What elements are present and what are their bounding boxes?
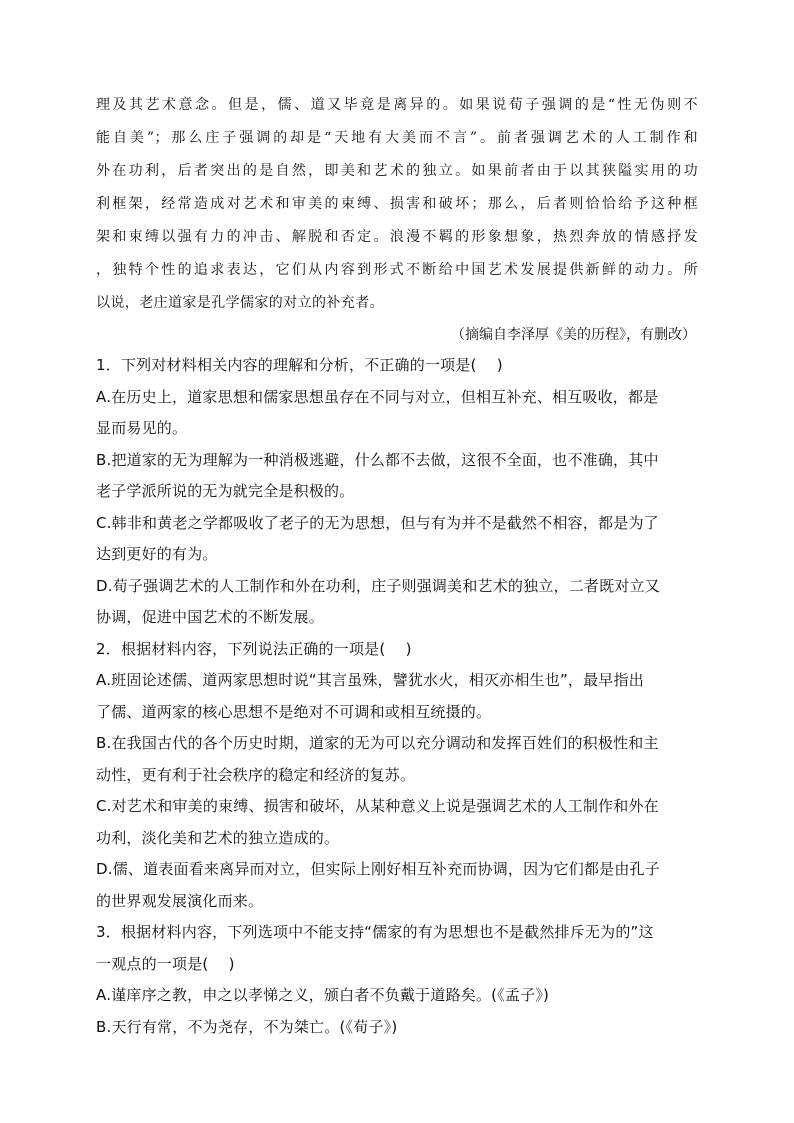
option-c[interactable] bbox=[96, 508, 698, 571]
question-2 bbox=[96, 634, 698, 918]
option-d[interactable] bbox=[96, 571, 698, 634]
option-line: C.对艺术和审美的束缚、损害和破坏，从某种意义上说是强调艺术的人工制作和外在 bbox=[96, 797, 659, 815]
option-b[interactable] bbox=[96, 1012, 698, 1044]
passage-line: 架和束缚以强有力的冲击、解脱和否定。浪漫不羁的形象想象，热烈奔放的情感抒发 bbox=[96, 229, 698, 245]
option-line: 协调，促进中国艺术的不断发展。 bbox=[96, 608, 325, 626]
option-b[interactable] bbox=[96, 445, 698, 508]
question-stem: 3．根据材料内容，下列选项中不能支持“儒家的有为思想也不是截然排斥无为的”这 bbox=[96, 923, 654, 941]
option-line: 显而易见的。 bbox=[96, 419, 188, 437]
option-a[interactable] bbox=[96, 382, 698, 445]
question-stem: 一观点的一项是( ) bbox=[96, 954, 235, 973]
option-line: C.韩非和黄老之学都吸收了老子的无为思想，但与有为并不是截然不相容，都是为了 bbox=[96, 513, 659, 532]
question-stem: 1．下列对材料相关内容的理解和分析，不正确的一项是( ) bbox=[96, 356, 503, 374]
passage-line: 外在功利，后者突出的是自然，即美和艺术的独立。如果前者由于以其狭隘实用的功 bbox=[96, 163, 698, 179]
option-line: A.谨庠序之教，申之以孝悌之义，颁白者不负戴于道路矣。(《孟子》) bbox=[96, 986, 550, 1004]
option-line: B.在我国古代的各个历史时期，道家的无为可以充分调动和发挥百姓们的积极性和主 bbox=[96, 734, 659, 752]
option-line: B.把道家的无为理解为一种消极逃避，什么都不去做，这很不全面，也不准确，其中 bbox=[96, 450, 659, 469]
question-1 bbox=[96, 350, 698, 634]
option-line: 动性，更有利于社会秩序的稳定和经济的复苏。 bbox=[96, 765, 416, 784]
option-line: 老子学派所说的无为就完全是积极的。 bbox=[96, 482, 355, 500]
passage-line: ，独特个性的追求表达，它们从内容到形式不断给中国艺术发展提供新鲜的动力。所 bbox=[96, 262, 698, 278]
option-line: D.荀子强调艺术的人工制作和外在功利，庄子则强调美和艺术的独立，二者既对立又 bbox=[96, 576, 660, 595]
passage-line: 能自美”；那么庄子强调的却是“天地有大美而不言”。前者强调艺术的人工制作和 bbox=[96, 130, 698, 146]
option-line: 功利，淡化美和艺术的独立造成的。 bbox=[96, 828, 340, 847]
option-line: B.天行有常，不为尧存，不为桀亡。(《荀子》) bbox=[96, 1017, 398, 1036]
question-3 bbox=[96, 917, 698, 1043]
option-c[interactable] bbox=[96, 791, 698, 854]
option-d[interactable] bbox=[96, 854, 698, 917]
option-a[interactable] bbox=[96, 980, 698, 1012]
passage-line: 理及其艺术意念。但是，儒、道又毕竟是离异的。如果说荀子强调的是“性无伪则不 bbox=[96, 97, 698, 113]
passage-line: 利框架，经常造成对艺术和审美的束缚、损害和破坏；那么，后者则恰恰给予这种框 bbox=[96, 196, 698, 212]
option-line: A.在历史上，道家思想和儒家思想虽存在不同与对立，但相互补充、相互吸收，都是 bbox=[96, 387, 659, 406]
question-stem: 2．根据材料内容，下列说法正确的一项是( ) bbox=[96, 639, 412, 658]
option-line: A.班固论述儒、道两家思想时说“其言虽殊，譬犹水火，相灭亦相生也”，最早指出 bbox=[96, 671, 644, 689]
option-line: 的世界观发展演化而来。 bbox=[96, 891, 264, 910]
option-line: 达到更好的有为。 bbox=[96, 545, 218, 563]
option-a[interactable] bbox=[96, 665, 698, 728]
option-line: 了儒、道两家的核心思想不是绝对不可调和或相互统摄的。 bbox=[96, 702, 492, 721]
passage-source: （摘编自李泽厚《美的历程》，有删改） bbox=[451, 327, 696, 343]
reading-passage bbox=[96, 89, 698, 320]
option-b[interactable] bbox=[96, 728, 698, 791]
passage-line: 以说，老庄道家是孔学儒家的对立的补充者。 bbox=[96, 295, 384, 311]
question-list bbox=[96, 350, 698, 1043]
option-line: D.儒、道表面看来离异而对立，但实际上刚好相互补充而协调，因为它们都是由孔子 bbox=[96, 860, 660, 878]
